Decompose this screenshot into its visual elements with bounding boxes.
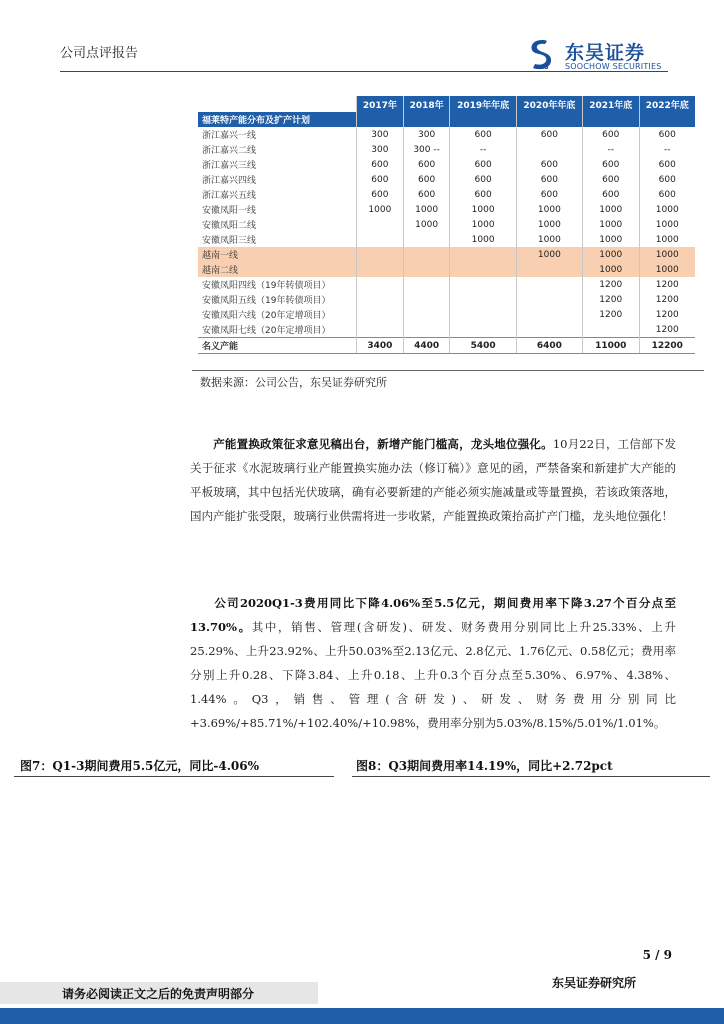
row-label: 安徽凤阳六线（20年定增项目） [198, 307, 357, 322]
row-value [357, 292, 404, 307]
row-value: 1000 [583, 232, 640, 247]
figure-7-rule [14, 776, 334, 777]
row-value [357, 307, 404, 322]
row-value: 1200 [583, 307, 640, 322]
row-value: 600 [516, 172, 582, 187]
table-bottom-rule [192, 370, 704, 371]
table-row [198, 232, 695, 247]
table-row [198, 127, 695, 142]
row-value: 300 [403, 127, 450, 142]
row-value [583, 322, 640, 338]
row-value: 1000 [450, 202, 516, 217]
row-value: 1200 [583, 292, 640, 307]
row-value [450, 292, 516, 307]
row-value: 1000 [450, 232, 516, 247]
row-value: 600 [583, 157, 640, 172]
row-value: 1000 [516, 217, 582, 232]
row-label: 浙江嘉兴四线 [198, 172, 357, 187]
row-value: 600 [450, 157, 516, 172]
table-header-2022: 2022年底 [639, 96, 695, 112]
row-value: 600 [403, 187, 450, 202]
row-value: 600 [450, 172, 516, 187]
row-value [516, 322, 582, 338]
row-value [403, 292, 450, 307]
row-label: 安徽凤阳三线 [198, 232, 357, 247]
table-subheader-row [198, 112, 695, 127]
row-value [450, 322, 516, 338]
row-value: 600 [357, 187, 404, 202]
table-subheader: 福莱特产能分布及扩产计划 [198, 112, 357, 127]
row-label: 越南一线 [198, 247, 357, 262]
table-total-row [198, 338, 695, 354]
row-label: 安徽凤阳四线（19年转债项目） [198, 277, 357, 292]
row-value: 600 [516, 187, 582, 202]
row-label: 安徽凤阳二线 [198, 217, 357, 232]
row-value [357, 322, 404, 338]
row-value: 1000 [357, 202, 404, 217]
row-value: 600 [450, 187, 516, 202]
footer-institute: 东吴证券研究所 [552, 976, 637, 990]
row-value: 1200 [583, 277, 640, 292]
table-row [198, 142, 695, 157]
row-value [403, 247, 450, 262]
logo-english-name: SOOCHOW SECURITIES [565, 62, 662, 71]
row-value: 600 [658, 174, 676, 185]
header-divider [60, 71, 668, 72]
row-value: 600 [357, 172, 404, 187]
row-value: 1200 [655, 309, 679, 320]
row-value: 1000 [403, 202, 450, 217]
table-row [198, 172, 695, 187]
paragraph-expenses [190, 591, 676, 735]
row-value: 600 [658, 129, 676, 140]
row-value [357, 247, 404, 262]
row-value: 1000 [583, 202, 640, 217]
table-row [198, 217, 695, 232]
row-value: 300 [357, 127, 404, 142]
table-row [198, 292, 695, 307]
table-header-2018: 2018年 [403, 96, 450, 112]
footer-band [0, 1008, 724, 1024]
row-value [357, 232, 404, 247]
row-value: -- [583, 142, 640, 157]
row-value: 1000 [655, 204, 679, 215]
logo-mark-text: SCS [535, 64, 549, 70]
logo-chinese-name: 东吴证券 [565, 42, 646, 64]
data-source-note: 数据来源：公司公告，东吴证券研究所 [200, 376, 387, 389]
row-value [450, 277, 516, 292]
row-value [403, 232, 450, 247]
row-value [516, 292, 582, 307]
paragraph-expenses-lead: 公司2020Q1-3费用同比下降4.06%至5.5亿元，期间费用率下降3.27个百分点至13.70%。 [190, 596, 676, 634]
paragraph-capacity-policy [190, 432, 676, 528]
row-value: 600 [516, 127, 582, 142]
row-value [403, 277, 450, 292]
row-value: -- [664, 144, 671, 155]
row-value: 600 [658, 159, 676, 170]
paragraph-capacity-policy-lead: 产能置换政策征求意见稿出台，新增产能门槛高，龙头地位强化。 [213, 437, 553, 451]
row-value [357, 277, 404, 292]
row-label: 安徽凤阳五线（19年转债项目） [198, 292, 357, 307]
row-value: 1000 [516, 232, 582, 247]
table-row [198, 262, 695, 277]
row-label: 浙江嘉兴一线 [198, 127, 357, 142]
capacity-table [198, 96, 695, 354]
row-value: 1000 [516, 202, 582, 217]
row-value [403, 307, 450, 322]
row-value: 600 [450, 127, 516, 142]
page-number: 5 / 9 [642, 948, 672, 962]
row-value: 600 [403, 172, 450, 187]
figure-7-caption: 图7：Q1-3期间费用5.5亿元，同比-4.06% [20, 759, 259, 773]
row-value: 300 -- [403, 142, 450, 157]
row-value: 11000 [583, 338, 640, 354]
figure-8-caption: 图8：Q3期间费用率14.19%，同比+2.72pct [356, 759, 613, 773]
row-label: 名义产能 [198, 338, 357, 354]
row-value: 1000 [403, 217, 450, 232]
row-value [357, 262, 404, 277]
row-value [450, 247, 516, 262]
row-value [516, 142, 582, 157]
row-label: 浙江嘉兴五线 [198, 187, 357, 202]
table-header-blank [198, 96, 357, 112]
row-value: -- [450, 142, 516, 157]
row-value [516, 277, 582, 292]
row-value: 4400 [403, 338, 450, 354]
row-value [516, 307, 582, 322]
row-value: 1000 [655, 234, 679, 245]
row-value [516, 262, 582, 277]
table-row [198, 202, 695, 217]
row-label: 浙江嘉兴三线 [198, 157, 357, 172]
table-row [198, 187, 695, 202]
figure-8-rule [352, 776, 710, 777]
row-label: 浙江嘉兴二线 [198, 142, 357, 157]
row-value: 600 [403, 157, 450, 172]
row-value: 1200 [655, 294, 679, 305]
row-value: 1000 [639, 262, 695, 277]
row-value: 600 [583, 127, 640, 142]
row-value: 1000 [516, 247, 582, 262]
table-header-row [198, 96, 695, 112]
soochow-logo-icon [527, 38, 557, 70]
row-value [403, 262, 450, 277]
row-value: 1000 [583, 247, 640, 262]
row-label: 安徽凤阳七线（20年定增项目） [198, 322, 357, 338]
row-value: 600 [583, 172, 640, 187]
row-value: 1000 [655, 219, 679, 230]
row-label: 安徽凤阳一线 [198, 202, 357, 217]
table-row [198, 307, 695, 322]
report-type-label: 公司点评报告 [60, 46, 139, 61]
row-value [450, 307, 516, 322]
row-value: 1000 [583, 262, 640, 277]
row-value: 600 [357, 157, 404, 172]
company-logo [527, 38, 677, 72]
table-body [198, 127, 695, 354]
row-value: 600 [658, 189, 676, 200]
table-header-2021: 2021年底 [583, 96, 640, 112]
table-row [198, 322, 695, 338]
row-value: 5400 [450, 338, 516, 354]
paragraph-expenses-body: 其中，销售、管理(含研发)、研发、财务费用分别同比上升25.33%、上升25.29%、上升23.92%、上升50.03%至2.13亿元、2.8亿元、1.76亿元、0.58亿元；费用率分别上升0.28、下降3.84、上升0.18、上升0.3个百分点至5.30%、6.97%、4.38%、1.44%。Q3，销售、管理(含研发)、研发、财务费用分别同比+3.69%/+85.71%/+102.40%/+10.98%，费用率分别为5.03%/8.15%/5.01%/1.01%。 [190, 620, 676, 730]
row-value: 1000 [639, 247, 695, 262]
row-value: 1200 [655, 324, 679, 335]
row-value: 3400 [357, 338, 404, 354]
row-value [403, 322, 450, 338]
row-value: 1200 [655, 279, 679, 290]
table-header-2020: 2020年年底 [516, 96, 582, 112]
row-value [357, 217, 404, 232]
row-value: 1000 [583, 217, 640, 232]
table-row [198, 247, 695, 262]
footer-disclaimer: 请务必阅读正文之后的免责声明部分 [62, 987, 255, 1001]
row-value: 1000 [450, 217, 516, 232]
row-label: 越南二线 [198, 262, 357, 277]
table-header-2017: 2017年 [357, 96, 404, 112]
table-row [198, 157, 695, 172]
table-row [198, 277, 695, 292]
row-value: 600 [583, 187, 640, 202]
row-value: 6400 [516, 338, 582, 354]
row-value: 12200 [639, 338, 695, 354]
table-header-2019: 2019年年底 [450, 96, 516, 112]
row-value: 600 [516, 157, 582, 172]
paragraph-capacity-policy-body: 10月22日，工信部下发关于征求《水泥玻璃行业产能置换实施办法（修订稿）》意见的函，严禁备案和新建扩大产能的平板玻璃，其中包括光伏玻璃，确有必要新建的产能必须实施减量或等量置换，若该政策落地，国内产能扩张受限，玻璃行业供需将进一步收紧，产能置换政策抬高扩产门槛，龙头地位强化！ [190, 437, 677, 523]
row-value: 300 [357, 142, 404, 157]
row-value [450, 262, 516, 277]
